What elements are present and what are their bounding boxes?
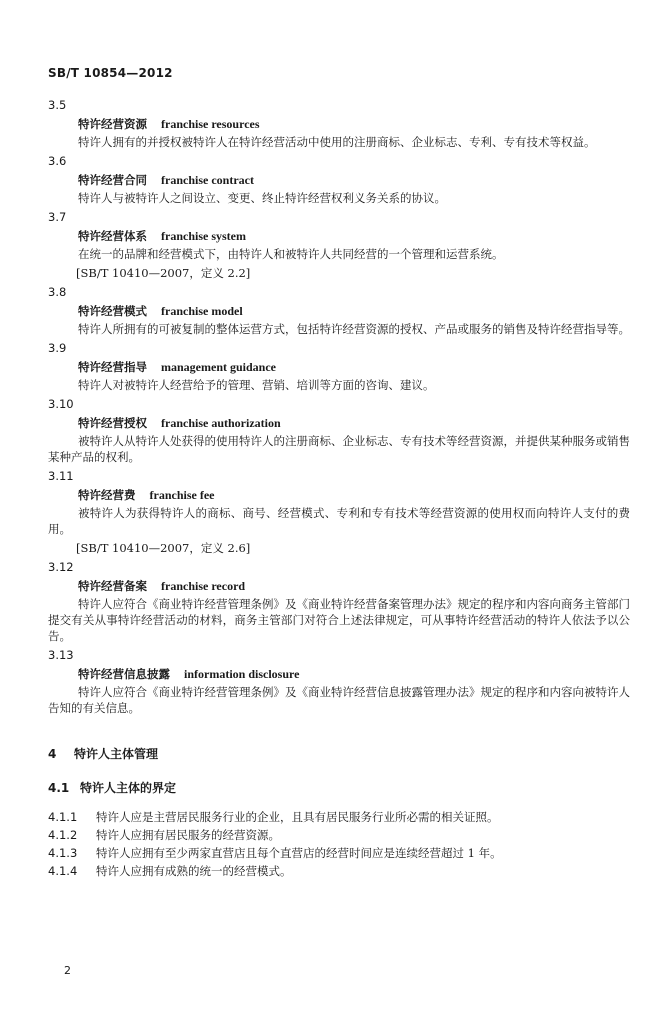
term-chinese: 特许经营合同: [78, 173, 147, 187]
term-number: 3.8: [48, 285, 67, 299]
clause-item: [48, 826, 630, 844]
standard-code-header: SB/T 10854—2012: [48, 66, 173, 80]
term-chinese: 特许经营模式: [78, 304, 147, 318]
term-english: franchise record: [161, 579, 246, 593]
term-definition: 特许人应符合《商业特许经营管理条例》及《商业特许经营信息披露管理办法》规定的程序和内容向被特许人告知的有关信息。: [48, 685, 630, 715]
term-entry: [48, 283, 630, 337]
term-english: franchise system: [161, 229, 246, 243]
clause-text: 特许人应拥有成熟的统一的经营模式。: [96, 864, 292, 878]
term-chinese: 特许经营体系: [78, 229, 147, 243]
subsection-number: 4.1: [48, 781, 70, 795]
term-number: 3.12: [48, 560, 74, 574]
clause-text: 特许人应是主营居民服务行业的企业，且具有居民服务行业所必需的相关证照。: [96, 810, 499, 824]
clause-number: 4.1.2: [48, 828, 78, 842]
term-number: 3.5: [48, 98, 67, 112]
section-title: 特许人主体管理: [74, 747, 159, 761]
clause-number: 4.1.4: [48, 864, 78, 878]
term-english: franchise authorization: [161, 416, 281, 430]
term-source-note: [SB/T 10410—2007，定义 2.6]: [76, 541, 251, 555]
term-english: franchise model: [161, 304, 243, 318]
clause-item: [48, 862, 630, 880]
term-number: 3.9: [48, 341, 67, 355]
term-entry: [48, 646, 630, 716]
term-title: [48, 414, 630, 433]
term-entry: [48, 558, 630, 644]
term-chinese: 特许经营信息披露: [78, 667, 170, 681]
clause-number: 4.1.3: [48, 846, 78, 860]
clause-item: [48, 808, 630, 826]
clause-number: 4.1.1: [48, 810, 78, 824]
term-title: [48, 358, 630, 377]
term-definition: 特许人对被特许人经营给予的管理、营销、培训等方面的咨询、建议。: [78, 378, 435, 392]
page-number: 2: [64, 964, 71, 977]
term-entry: [48, 96, 630, 150]
term-chinese: 特许经营授权: [78, 416, 147, 430]
term-number: 3.11: [48, 469, 74, 483]
clause-item: [48, 844, 630, 862]
term-definition: 被特许人为获得特许人的商标、商号、经营模式、专利和专有技术等经营资源的使用权而向特许人支付的费用。: [48, 506, 630, 536]
term-english: information disclosure: [184, 667, 300, 681]
document-body: [48, 96, 630, 880]
term-definition: 特许人与被特许人之间设立、变更、终止特许经营权利义务关系的协议。: [78, 191, 446, 205]
term-title: [48, 486, 630, 505]
section-number: 4: [48, 747, 57, 761]
term-definition: 特许人应符合《商业特许经营管理条例》及《商业特许经营备案管理办法》规定的程序和内容向商务主管部门提交有关从事特许经营活动的材料，商务主管部门对符合上述法律规定，可从事特许经营活动的特许人依法予以公告。: [48, 597, 630, 643]
term-entry: [48, 208, 630, 283]
clause-text: 特许人应拥有居民服务的经营资源。: [96, 828, 280, 842]
term-chinese: 特许经营资源: [78, 117, 147, 131]
term-title: [48, 302, 630, 321]
term-chinese: 特许经营备案: [78, 579, 147, 593]
term-chinese: 特许经营费: [78, 488, 136, 502]
term-title: [48, 115, 630, 134]
term-title: [48, 577, 630, 596]
terms-list: [48, 96, 630, 716]
term-number: 3.10: [48, 397, 74, 411]
term-entry: [48, 152, 630, 206]
term-english: franchise fee: [149, 488, 215, 502]
term-entry: [48, 339, 630, 393]
term-english: management guidance: [161, 360, 276, 374]
term-entry: [48, 467, 630, 558]
term-title: [48, 171, 630, 190]
term-english: franchise contract: [161, 173, 254, 187]
subsection-heading: [48, 778, 630, 798]
term-number: 3.6: [48, 154, 67, 168]
section-heading: [48, 744, 630, 764]
term-definition: 特许人所拥有的可被复制的整体运营方式，包括特许经营资源的授权、产品或服务的销售及特许经营指导等。: [78, 322, 630, 336]
term-number: 3.13: [48, 648, 74, 662]
clauses-list: [48, 808, 630, 880]
term-source-note: [SB/T 10410—2007，定义 2.2]: [76, 266, 251, 280]
term-title: [48, 227, 630, 246]
term-definition: 在统一的品牌和经营模式下，由特许人和被特许人共同经营的一个管理和运营系统。: [78, 247, 504, 261]
term-number: 3.7: [48, 210, 67, 224]
term-definition: 被特许人从特许人处获得的使用特许人的注册商标、企业标志、专有技术等经营资源，并提供某种服务或销售某种产品的权利。: [48, 434, 630, 464]
term-chinese: 特许经营指导: [78, 360, 147, 374]
term-entry: [48, 395, 630, 465]
term-title: [48, 665, 630, 684]
term-english: franchise resources: [161, 117, 260, 131]
clause-text: 特许人应拥有至少两家直营店且每个直营店的经营时间应是连续经营超过 1 年。: [96, 846, 502, 860]
term-definition: 特许人拥有的并授权被特许人在特许经营活动中使用的注册商标、企业标志、专利、专有技术等权益。: [78, 135, 596, 149]
subsection-title: 特许人主体的界定: [80, 781, 177, 795]
